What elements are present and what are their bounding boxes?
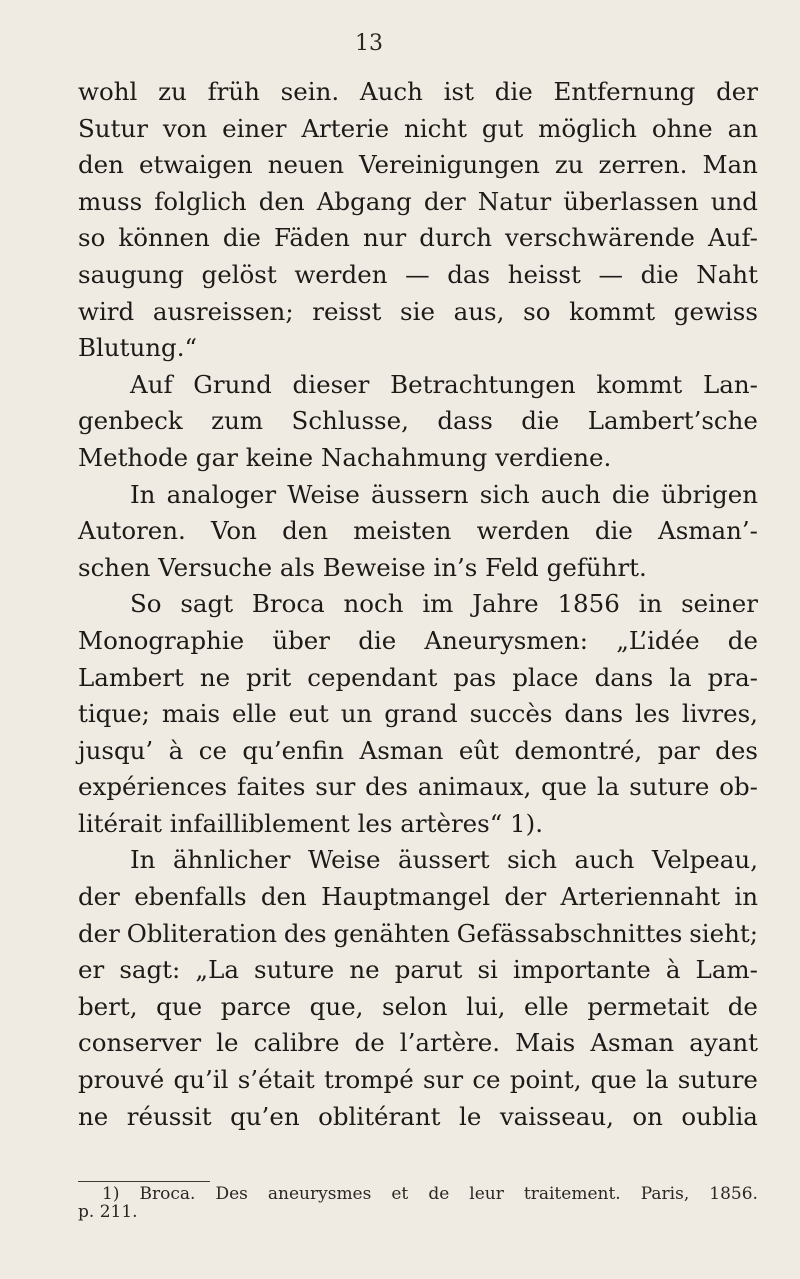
text-line: Auf Grund dieser Betrachtungen kommt Lan- — [130, 369, 758, 399]
body-text — [78, 74, 758, 1135]
text-line: ne réussit qu’en oblitérant le vaisseau, on oublia — [78, 1101, 758, 1131]
text-line: bert, que parce que, selon lui, elle permetait de — [78, 991, 758, 1021]
text-line: conserver le calibre de l’artère. Mais Asman ayant — [78, 1028, 758, 1058]
text-line: der ebenfalls den Hauptmangel der Arteriennaht in — [78, 882, 758, 912]
text-line: In ähnlicher Weise äussert sich auch Velpeau, — [130, 845, 758, 875]
text-line: wohl zu früh sein. Auch ist die Entfernung der — [78, 77, 758, 106]
text-line: jusqu’ à ce qu’enfin Asman eût demontré, par des — [78, 735, 758, 765]
footnote — [78, 1185, 758, 1221]
text-line: er sagt: „La suture ne parut si importante à Lam- — [78, 955, 758, 985]
text-line: Blutung.“ — [78, 333, 198, 363]
text-line: Sutur von einer Arterie nicht gut möglich ohne an — [78, 113, 758, 143]
text-line: Methode gar keine Nachahmung verdiene. — [78, 442, 612, 472]
text-line: prouvé qu’il s’était trompé sur ce point, que la suture — [78, 1065, 758, 1095]
text-line: tique; mais elle eut un grand succès dans les livres, — [78, 699, 758, 729]
text-line: der Obliteration des genähten Gefässabschnittes sieht; — [78, 918, 758, 948]
text-line: expériences faites sur des animaux, que la suture ob- — [78, 772, 758, 802]
text-line: wird ausreissen; reisst sie aus, so kommt gewiss — [78, 296, 758, 326]
text-line: muss folglich den Abgang der Natur überlassen und — [78, 186, 758, 216]
text-line: In analoger Weise äussern sich auch die übrigen — [130, 479, 758, 509]
page-number: 13 — [355, 31, 383, 56]
text-line: litérait infailliblement les artères“ 1). — [78, 808, 543, 838]
text-line: saugung gelöst werden — das heisst — die Naht — [78, 259, 758, 289]
text-line: Autoren. Von den meisten werden die Asman’- — [78, 516, 758, 546]
text-line: Lambert ne prit cependant pas place dans la pra- — [78, 662, 758, 692]
text-line: den etwaigen neuen Vereinigungen zu zerren. Man — [78, 150, 758, 180]
text-line: schen Versuche als Beweise in’s Feld geführt. — [78, 552, 647, 582]
text-line: So sagt Broca noch im Jahre 1856 in seiner — [130, 589, 758, 619]
footnote-divider — [78, 1181, 210, 1182]
text-line: genbeck zum Schlusse, dass die Lambert’sche — [78, 406, 758, 436]
text-line: Monographie über die Aneurysmen: „L’idée de — [78, 625, 758, 655]
footnote-line: p. 211. — [78, 1202, 138, 1222]
text-line: so können die Fäden nur durch verschwärende Auf- — [78, 223, 758, 253]
footnote-line: 1) Broca. Des aneurysmes et de leur traitement. Paris, 1856. — [102, 1184, 758, 1204]
